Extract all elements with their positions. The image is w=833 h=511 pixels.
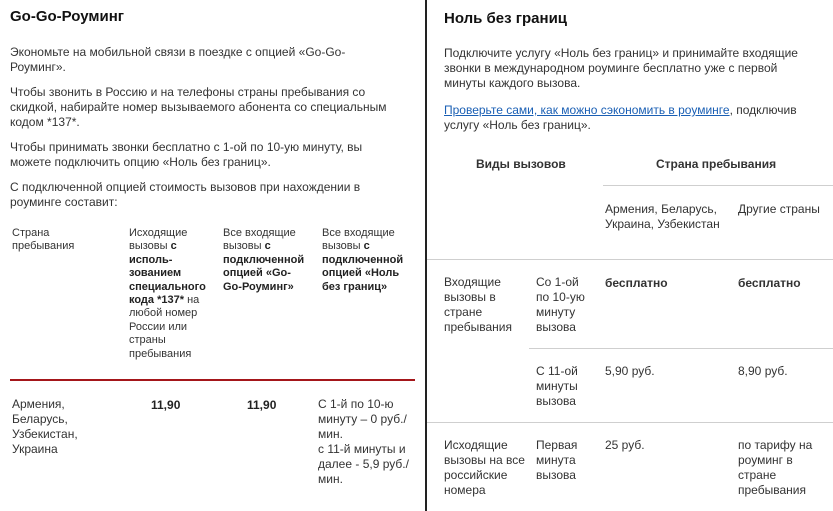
free-calls-paragraph: Чтобы принимать звонки бесплатно с 1-ой по 10-ую минуту, вы можете подключить опцию «Ноль без границ».	[10, 140, 363, 169]
header-call-types: Виды вызовов	[476, 157, 566, 171]
header-country: Страна пребывания	[656, 157, 777, 171]
table-line	[529, 348, 833, 349]
row-outgoing-v1: 25 руб.	[605, 438, 645, 452]
code-paragraph: Чтобы звонить в Россию и на телефоны страны пребывания со скидкой, набирайте номер вызываемого абонента со специальным кодом *137*.	[10, 85, 387, 129]
check-paragraph: Проверьте сами, как можно сэкономить в роуминге, подключив услугу «Ноль без границ».	[444, 103, 797, 132]
section-title: Ноль без границ	[444, 10, 568, 27]
intro-paragraph: Подключите услугу «Ноль без границ» и принимайте входящие звонки в международном роуминге бесплатно уже с первой минуты каждого вызова.	[444, 46, 798, 90]
section-title: Go-Go-Роуминг	[10, 8, 125, 25]
table-header-country: Страна пребывания	[12, 227, 75, 253]
row-incoming-type: Входящие вызовы в стране пребывания	[444, 275, 512, 334]
row-outgoing-sub: Первая минута вызова	[536, 438, 578, 482]
subheader-cis: Армения, Беларусь, Украина, Узбекистан	[605, 202, 720, 231]
table-line	[427, 422, 833, 423]
table-line	[427, 259, 833, 260]
table-header-incoming-zero: Все входящие вызовы с подключенной опцией «Ноль без границ»	[322, 227, 404, 293]
row-outgoing-v2: по тарифу на роуминг в стране пребывания	[738, 438, 813, 497]
savings-link[interactable]: Проверьте сами, как можно сэкономить в роуминге	[444, 103, 730, 117]
row-value-zero: С 1-й по 10-ю минуту – 0 руб./мин. с 11-й минуты и далее - 5,9 руб./мин.	[318, 397, 409, 486]
subheader-other: Другие страны	[738, 202, 820, 216]
zero-without-borders-section	[427, 0, 833, 511]
table-header-outgoing: Исходящие вызовы с использованием специального кода *137* на любой номер России или страны пребывания	[129, 227, 206, 360]
table-divider	[10, 379, 415, 381]
row-country: Армения, Беларусь, Узбекистан, Украина	[12, 397, 78, 456]
row-incoming-sub1: Со 1-ой по 10-ую минуту вызова	[536, 275, 585, 334]
row-outgoing-type: Исходящие вызовы на все российские номера	[444, 438, 525, 497]
row-incoming-v2: бесплатно	[738, 276, 801, 290]
intro-paragraph: Экономьте на мобильной связи в поездке с опцией «Go-Go-Роуминг».	[10, 45, 346, 74]
row-incoming-v4: 8,90 руб.	[738, 364, 788, 378]
row-value-outgoing: 11,90	[151, 398, 181, 412]
row-incoming-v1: бесплатно	[605, 276, 668, 290]
row-incoming-v3: 5,90 руб.	[605, 364, 655, 378]
cost-paragraph: С подключенной опцией стоимость вызовов при нахождении в роуминге составит:	[10, 180, 361, 209]
table-line	[603, 185, 833, 186]
table-header-incoming-gogo: Все входящие вызовы с подключенной опцией «Go-Go-Роуминг»	[223, 227, 305, 293]
row-value-gogo: 11,90	[247, 398, 277, 412]
row-incoming-sub2: С 11-ой минуты вызова	[536, 364, 578, 408]
